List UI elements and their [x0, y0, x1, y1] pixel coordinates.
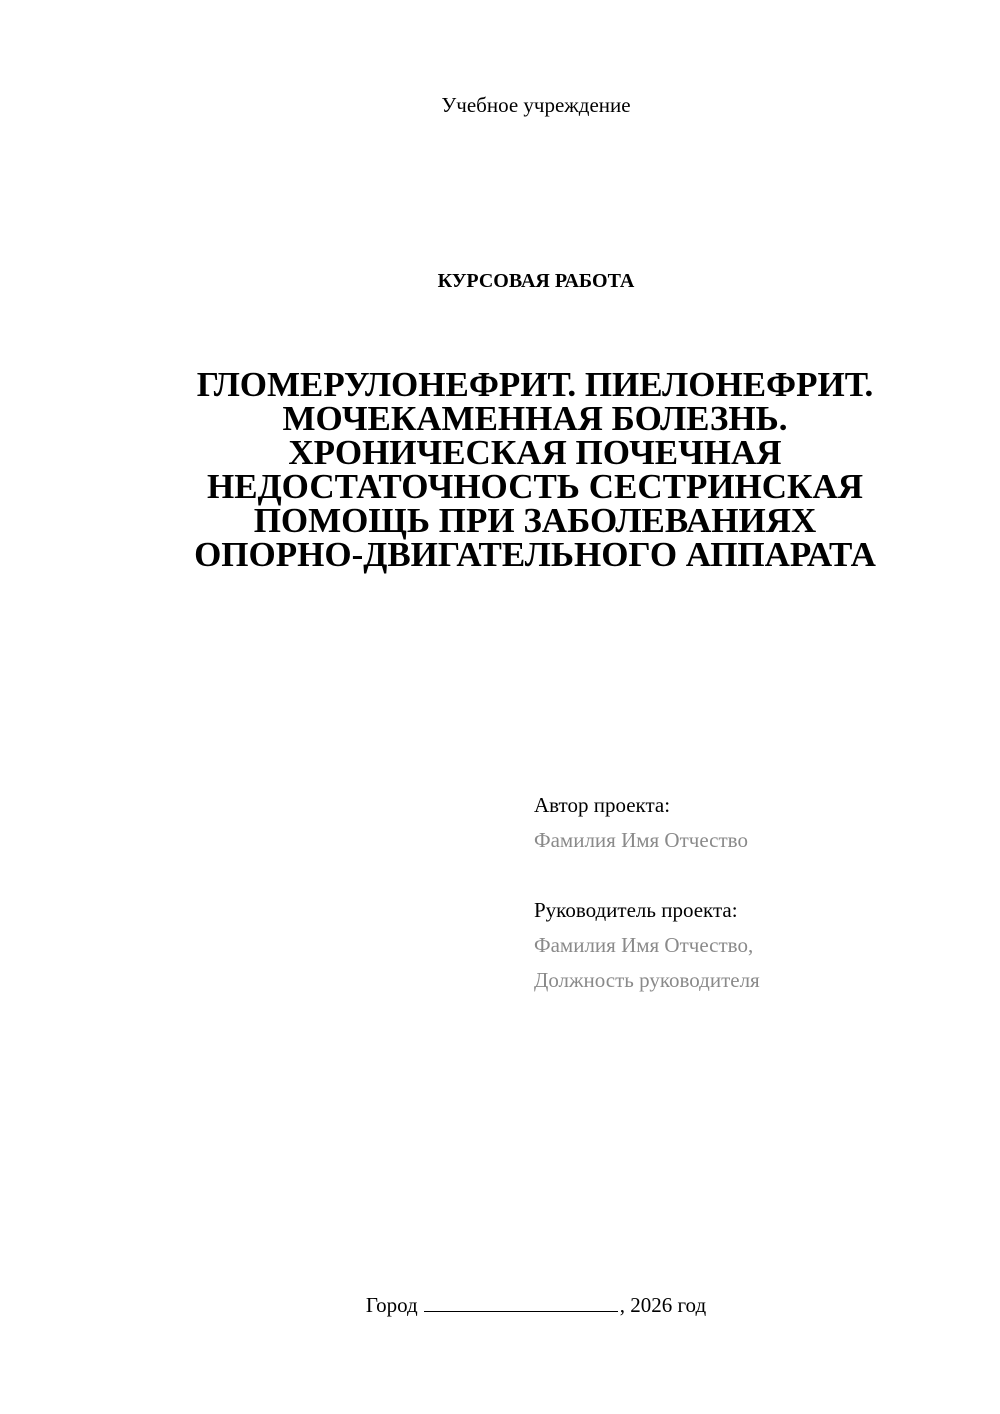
- title-line-4: НЕДОСТАТОЧНОСТЬ СЕСТРИНСКАЯ: [207, 467, 863, 506]
- supervisor-label: Руководитель проекта:: [534, 898, 738, 922]
- supervisor-name: Фамилия Имя Отчество,: [534, 933, 754, 957]
- title-line-6: ОПОРНО-ДВИГАТЕЛЬНОГО АППАРАТА: [194, 535, 876, 574]
- title-line-2: МОЧЕКАМЕННАЯ БОЛЕЗНЬ.: [282, 399, 788, 438]
- info-spacer: [534, 858, 964, 893]
- footer-year: , 2026 год: [619, 1293, 707, 1317]
- project-info: [534, 788, 964, 998]
- supervisor-position: Должность руководителя: [534, 968, 760, 992]
- institution-name: Учебное учреждение: [441, 93, 631, 117]
- author-label: Автор проекта:: [534, 793, 671, 817]
- author-name: Фамилия Имя Отчество: [534, 828, 748, 852]
- title-line-1: ГЛОМЕРУЛОНЕФРИТ. ПИЕЛОНЕФРИТ.: [196, 365, 874, 404]
- footer-city-year: [0, 1291, 1000, 1319]
- footer-city: Город: [365, 1293, 418, 1317]
- work-type-heading: КУРСОВАЯ РАБОТА: [437, 270, 635, 292]
- title-line-3: ХРОНИЧЕСКАЯ ПОЧЕЧНАЯ: [288, 433, 782, 472]
- city-blank-line: [424, 1291, 618, 1312]
- title-line-5: ПОМОЩЬ ПРИ ЗАБОЛЕВАНИЯХ: [253, 501, 817, 540]
- document-title: [140, 365, 930, 574]
